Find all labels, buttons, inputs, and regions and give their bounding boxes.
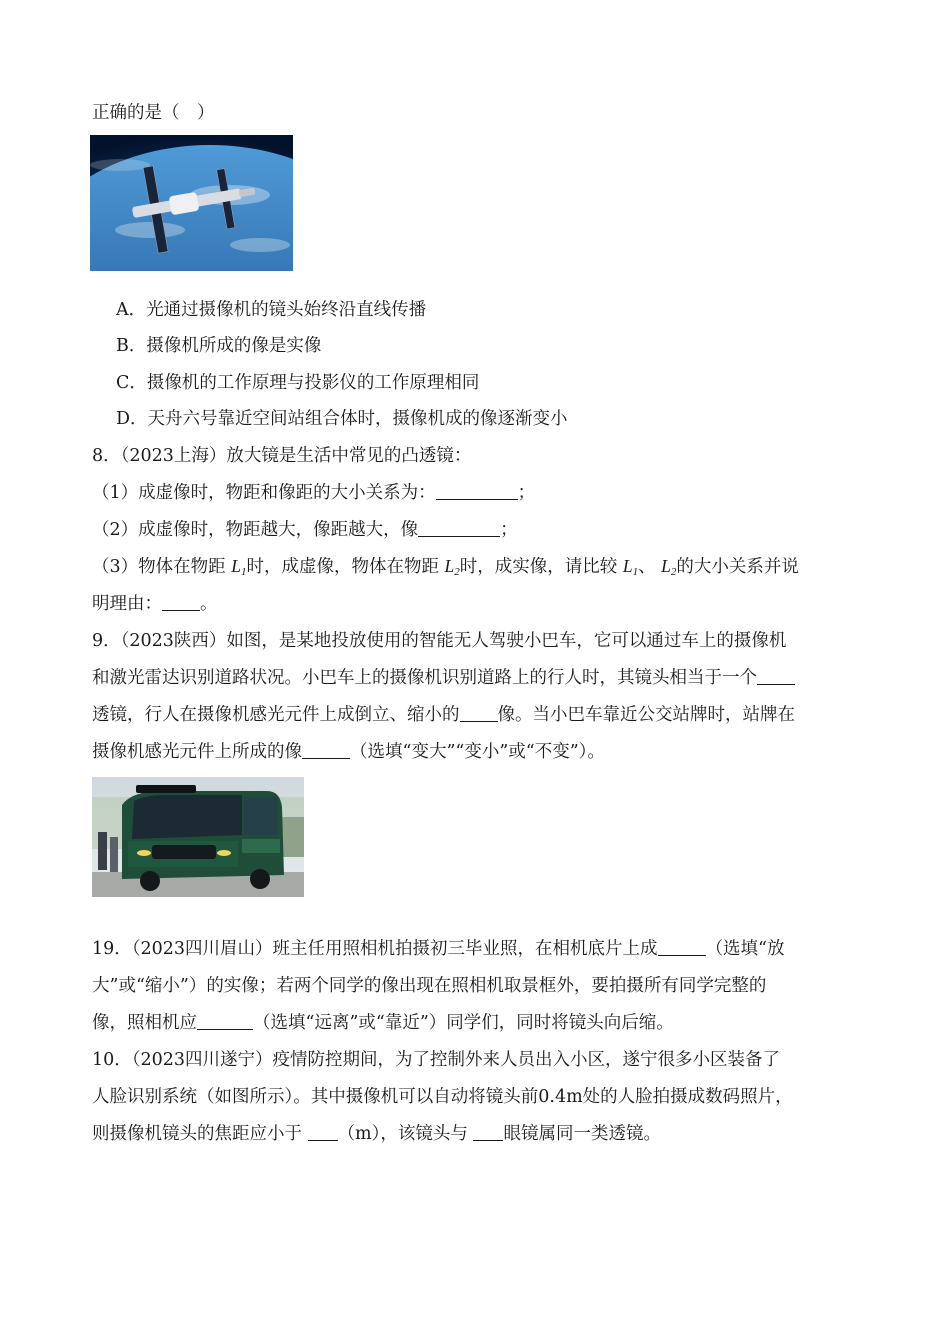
- option-c: C．摄像机的工作原理与投影仪的工作原理相同: [116, 373, 480, 393]
- minibus-image: [92, 777, 304, 897]
- q8-part3-end: 。: [200, 594, 218, 614]
- q19-line1-text-b: （选填“放: [705, 939, 785, 959]
- q9-line2: [92, 665, 860, 691]
- q9-line4: [92, 739, 860, 765]
- answer-blank[interactable]: [418, 518, 500, 537]
- option-d: D．天舟六号靠近空间站组合体时，摄像机成的像逐渐变小: [116, 409, 568, 429]
- q8-stem: 8．（2023上海）放大镜是生活中常见的凸透镜：: [92, 446, 472, 466]
- q9-line2-text: 和激光雷达识别道路状况。小巴车上的摄像机识别道路上的行人时，其镜头相当于一个: [92, 668, 757, 688]
- answer-blank[interactable]: [460, 703, 498, 722]
- option-b: B．摄像机所成的像是实像: [116, 336, 322, 356]
- answer-blank[interactable]: [658, 937, 706, 956]
- q8-part2: [92, 517, 860, 543]
- q8-part1-end: ；: [517, 483, 536, 503]
- answer-blank[interactable]: [757, 666, 795, 685]
- option-a: A．光通过摄像机的镜头始终沿直线传播: [116, 300, 427, 320]
- q19-line1-text-a: 19．（2023四川眉山）班主任用照相机拍摄初三毕业照，在相机底片上成: [92, 939, 658, 959]
- symbol-L2: $L_2$: [444, 556, 460, 578]
- q8-part3: [92, 553, 860, 580]
- q8-part2-end: ；: [500, 520, 518, 540]
- q8-part3-cont: [92, 591, 860, 617]
- answer-blank[interactable]: [473, 1122, 503, 1141]
- answer-blank[interactable]: [302, 740, 350, 759]
- q9-line4-text-a: 摄像机感光元件上所成的像: [92, 742, 302, 762]
- q19-line1: [92, 936, 860, 962]
- q8-part3-text-c: 时，成实像，请比较: [459, 557, 618, 577]
- symbol-L1: $L_1$: [231, 556, 247, 578]
- q8-part3-text-b: 时，成虚像，物体在物距: [246, 557, 439, 577]
- q10-line1: 10．（2023四川遂宁）疫情防控期间，为了控制外来人员出入小区，遂宁很多小区装备了: [92, 1050, 781, 1070]
- q9-line4-text-b: （选填“变大”“变小”或“不变”）。: [350, 742, 605, 762]
- space-station-image: [90, 135, 293, 271]
- symbol-L1: $L_1$: [622, 556, 639, 578]
- q10-line3-text-c: 眼镜属同一类透镜。: [503, 1124, 661, 1144]
- q8-part1-text: （1）成虚像时，物距和像距的大小关系为：: [92, 483, 436, 503]
- q9-line1: 9．（2023陕西）如图，是某地投放使用的智能无人驾驶小巴车，它可以通过车上的摄像机: [92, 631, 787, 651]
- q9-line3-text-a: 透镜，行人在摄像机感光元件上成倒立、缩小的: [92, 705, 460, 725]
- q9-line3: [92, 702, 860, 728]
- q10-line2: 人脸识别系统（如图所示）。其中摄像机可以自动将镜头前0.4m处的人脸拍摄成数码照片，: [92, 1087, 793, 1107]
- q8-part2-text: （2）成虚像时，物距越大，像距越大，像: [92, 520, 419, 540]
- q8-part3-text-d: 、: [638, 557, 656, 577]
- q7-stem-tail: 正确的是（ ）: [92, 103, 215, 123]
- answer-blank[interactable]: [197, 1011, 253, 1030]
- answer-blank[interactable]: [162, 592, 200, 611]
- q10-line3: [92, 1121, 860, 1147]
- q9-line3-text-b: 像。当小巴车靠近公交站牌时，站牌在: [497, 705, 795, 725]
- answer-blank[interactable]: [436, 481, 518, 500]
- q8-part3-text-e: 的大小关系并说: [676, 557, 799, 577]
- q19-line3-text-a: 像，照相机应: [92, 1013, 197, 1033]
- answer-blank[interactable]: [308, 1122, 338, 1141]
- symbol-L2: $L_2$: [661, 556, 677, 578]
- q8-part1: [92, 480, 860, 506]
- q19-line3: [92, 1010, 860, 1036]
- q10-line3-text-a: 则摄像机镜头的焦距应小于: [92, 1124, 308, 1144]
- q10-line3-text-b: （m），该镜头与: [337, 1124, 474, 1144]
- q19-line3-text-b: （选填“远离”或“靠近”）同学们，同时将镜头向后缩。: [253, 1013, 674, 1033]
- q8-part3-text-f: 明理由：: [92, 594, 162, 614]
- q19-line2: 大”或“缩小”）的实像；若两个同学的像出现在照相机取景框外，要拍摄所有同学完整的: [92, 976, 767, 996]
- q8-part3-text-a: （3）物体在物距: [92, 557, 226, 577]
